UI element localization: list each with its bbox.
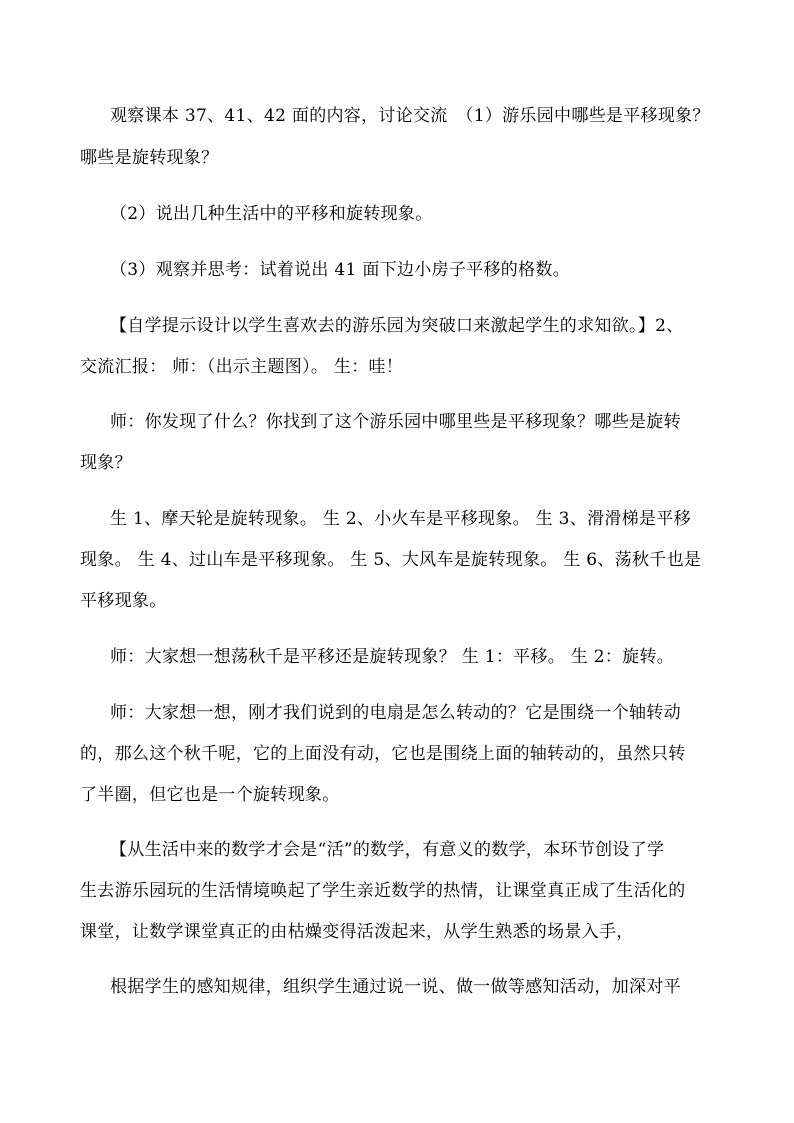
text-line: 哪些是旋转现象？ bbox=[80, 148, 219, 168]
text-line: 观察课本 37、41、42 面的内容，讨论交流 （1）游乐园中哪些是平移现象？ bbox=[110, 106, 710, 126]
text-line: 师：你发现了什么？你找到了这个游乐园中哪里些是平移现象？哪些是旋转 bbox=[110, 412, 681, 432]
text-line: 交流汇报： 师：（出示主题图）。 生：哇！ bbox=[80, 357, 404, 377]
text-line: 现象。 生 4、过山车是平移现象。 生 5、大风车是旋转现象。 生 6、荡秋千也是 bbox=[80, 550, 702, 570]
text-line: 的，那么这个秋千呢，它的上面没有动，它也是围绕上面的轴转动的，虽然只转 bbox=[80, 744, 686, 764]
text-line: 平移现象。 bbox=[80, 591, 167, 611]
text-line: 了半圈，但它也是一个旋转现象。 bbox=[80, 785, 340, 805]
text-line: 师：大家想一想，刚才我们说到的电扇是怎么转动的？它是围绕一个轴转动 bbox=[110, 703, 681, 723]
text-line: 生 1、摩天轮是旋转现象。 生 2、小火车是平移现象。 生 3、滑滑梯是平移 bbox=[110, 509, 691, 529]
text-line: 【从生活中来的数学才会是“活”的数学，有意义的数学，本环节创设了学 bbox=[110, 840, 665, 860]
text-line: 师：大家想一想荡秋千是平移还是旋转现象？ 生 1：平移。 生 2：旋转。 bbox=[110, 647, 675, 667]
text-line: （3）观察并思考：试着说出 41 面下边小房子平移的格数。 bbox=[110, 260, 570, 280]
text-line: 生去游乐园玩的生活情境唤起了学生亲近数学的热情，让课堂真正成了生活化的 bbox=[80, 881, 686, 901]
text-line: 课堂，让数学课堂真正的由枯燥变得活泼起来，从学生熟悉的场景入手， bbox=[80, 922, 634, 942]
text-line: 【自学提示设计以学生喜欢去的游乐园为突破口来激起学生的求知欲。】2、 bbox=[110, 316, 684, 336]
text-line: 现象？ bbox=[80, 453, 132, 473]
text-line: 根据学生的感知规律，组织学生通过说一说、做一做等感知活动，加深对平 bbox=[110, 977, 681, 997]
text-line: （2）说出几种生活中的平移和旋转现象。 bbox=[110, 204, 433, 224]
